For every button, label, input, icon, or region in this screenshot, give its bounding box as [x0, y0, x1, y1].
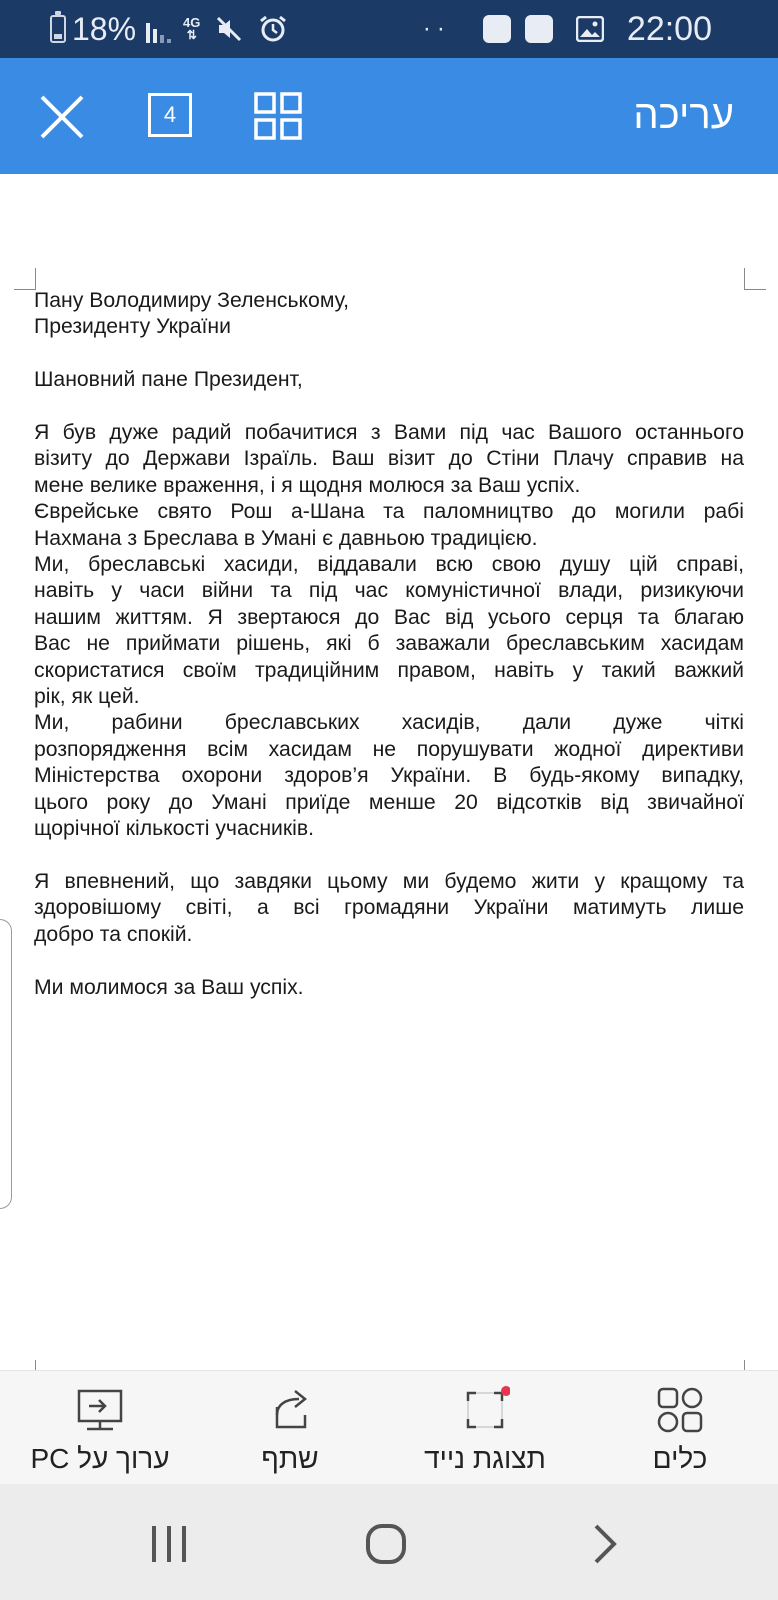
document-paragraph [34, 975, 744, 1001]
share-icon [265, 1385, 315, 1435]
document-line: Ми молимося за Ваш успіх. [34, 975, 304, 999]
document-line: добро та спокій. [34, 922, 193, 946]
system-nav-bar [0, 1484, 778, 1600]
document-line: Нахмана з Бреслава в Умані є давньою традицією. [34, 526, 538, 550]
paragraph-gap [34, 843, 744, 869]
status-bar [0, 0, 778, 58]
paragraph-gap [34, 948, 744, 974]
edge-panel-handle[interactable] [0, 919, 12, 1209]
document-line: Ми, рабини бреславських хасидів, дали дуже чіткі [34, 711, 744, 735]
notification-app-icon [483, 15, 511, 43]
edit-button[interactable]: עריכה [633, 93, 734, 137]
document-paragraph [34, 420, 744, 843]
document-line: Пану Володимиру Зеленському, [34, 289, 349, 312]
document-paragraph [34, 367, 744, 393]
clock: 22:00 [626, 9, 712, 48]
document-line: Ми, бреславські хасиди, віддавали всю свою душу цій справі, [34, 553, 744, 577]
document-line: Єврейське свято Рош а-Шана та паломництво до могили рабі [34, 500, 744, 524]
back-icon[interactable] [580, 1520, 630, 1570]
document-page[interactable] [0, 174, 778, 1370]
document-line: мене велике враження, і я щодня молюся за Ваш успіх. [34, 473, 581, 497]
paragraph-gap [34, 341, 744, 367]
battery-percent: 18% [72, 11, 137, 47]
alarm-icon [258, 14, 288, 44]
page-count-button[interactable]: 4 [148, 93, 192, 137]
mobile-view-button[interactable]: תצוגת נייד [400, 1371, 570, 1485]
document-line: розпорядження всім хасидам не порушувати жодної директиви [34, 737, 744, 761]
home-icon[interactable] [362, 1520, 412, 1570]
document-line: Я був дуже радий побачитися з Вами під час Вашого останнього [34, 421, 744, 444]
document-line: Вас не приймати рішень, які б заважали бреславським хасидам [34, 632, 744, 656]
mobile-view-icon [460, 1385, 510, 1435]
document-paragraph [34, 288, 744, 341]
document-line: навіть у часи війни та під час комуністичної влади, ризикуючи [34, 579, 744, 603]
page-corner-mark [744, 268, 766, 290]
app-toolbar [0, 58, 778, 174]
paragraph-gap [34, 394, 744, 420]
network-indicator: 4G ⇅ [183, 15, 201, 42]
recent-apps-icon[interactable] [144, 1520, 194, 1570]
battery-icon [50, 15, 66, 43]
document-line: візиту до Держави Ізраїль. Ваш візит до Стіни Плачу справив на [34, 447, 744, 471]
document-line: Шановний пане Президент, [34, 368, 303, 392]
mute-icon [214, 14, 244, 44]
share-button[interactable]: שתף [220, 1371, 360, 1485]
document-line: здоровішому світі, а всі громадяни України матимуть лише [34, 896, 744, 920]
document-line: нашим життям. Я звертаюся до Вас від усього серця та благаю [34, 605, 744, 629]
close-icon[interactable] [38, 93, 86, 141]
document-paragraph [34, 869, 744, 948]
bottom-action-bar [0, 1370, 778, 1485]
document-text [34, 288, 744, 1001]
document-line: рік, як цей. [34, 685, 140, 709]
document-line: скористатися своїм традиційним правом, навіть у такий важкий [34, 658, 744, 682]
gallery-icon [575, 14, 605, 44]
signal-icon [146, 15, 171, 43]
grid-view-icon[interactable] [254, 92, 302, 140]
monitor-icon [75, 1385, 125, 1435]
edit-on-pc-button[interactable]: ערוך על PC [20, 1371, 180, 1485]
notification-app-icon [525, 15, 553, 43]
tools-button[interactable]: כלים [610, 1371, 750, 1485]
page-corner-mark [14, 268, 36, 290]
document-line: Міністерства охорони здоров’я України. В будь-якому випадку, [34, 764, 744, 788]
document-line: Президенту України [34, 315, 231, 339]
tools-icon [655, 1385, 705, 1435]
notification-dots: ·· [422, 15, 451, 42]
document-line: цього року до Умані приїде менше 20 відсотків від звичайної [34, 790, 744, 814]
document-line: Я впевнений, що завдяки цьому ми будемо жити у кращому та [34, 869, 744, 893]
document-line: щорічної кількості учасників. [34, 817, 314, 841]
